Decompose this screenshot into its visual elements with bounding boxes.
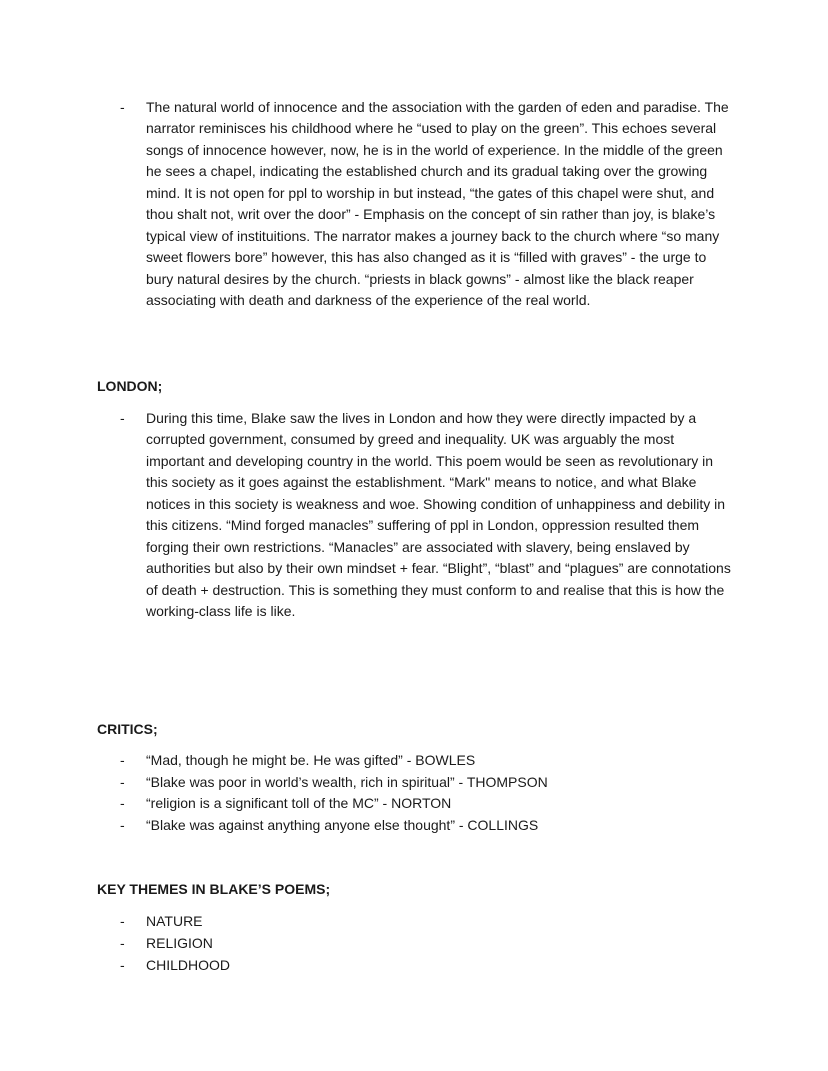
- theme-label: NATURE: [146, 913, 203, 929]
- paragraph-innocence: The natural world of innocence and the association with the garden of eden and paradise. The narrator reminisces his childhood where he “used to play on the green”. This echoes several songs of innocence however, now, he is in the world of experience. In the middle of the green he sees a chapel, indicating the established church and its gradual taking over the growing mind. It is not open for ppl to worship in but instead, “the gates of this chapel were shut, and thou shalt not, writ over the door” - Emphasis on the concept of sin rather than joy, is blake’s typical view of instituitions. The narrator makes a journey back to the church where “so many sweet flowers bore” however, this has also changed as it is “filled with graves” - the urge to bury natural desires by the church. “priests in black gowns” - almost like the black reaper associating with death and darkness of the experience of the real world.: [146, 99, 729, 309]
- theme-label: RELIGION: [146, 935, 213, 951]
- bullet-dash: -: [120, 817, 125, 833]
- bullet-dash: -: [120, 935, 125, 951]
- list-item-theme: [0, 933, 828, 955]
- bullet-dash: -: [120, 795, 125, 811]
- list-item-theme: [0, 955, 828, 977]
- bullet-dash: -: [120, 752, 125, 768]
- critic-quote: “Blake was poor in world’s wealth, rich in spiritual” - THOMPSON: [146, 774, 548, 790]
- critic-quote: “religion is a significant toll of the MC” - NORTON: [146, 795, 452, 811]
- paragraph-london: During this time, Blake saw the lives in London and how they were directly impacted by a corrupted government, consumed by greed and inequality. UK was arguably the most important and developing country in the world. This poem would be seen as revolutionary in this society as it goes against the establishment. “Mark" means to notice, and what Blake notices in this society is weakness and woe. Showing condition of unhappiness and debility in this citizens. “Mind forged manacles” suffering of ppl in London, oppression resulted them forging their own restrictions. “Manacles” are associated with slavery, being enslaved by authorities but also by their own mindset + fear. “Blight”, “blast” and “plagues” are connotations of death + destruction. This is something they must conform to and realise that this is how the working-class life is like.: [146, 410, 731, 620]
- heading-key-themes: KEY THEMES IN BLAKE’S POEMS;: [97, 881, 331, 897]
- bullet-dash: -: [120, 913, 125, 929]
- bullet-dash: -: [120, 774, 125, 790]
- theme-label: CHILDHOOD: [146, 957, 231, 973]
- list-item-critic: [0, 815, 828, 837]
- bullet-dash: -: [120, 99, 125, 115]
- heading-critics: CRITICS;: [97, 721, 158, 737]
- list-item-critic: [0, 750, 828, 772]
- list-item-critic: [0, 793, 828, 815]
- critic-quote: “Blake was against anything anyone else thought” - COLLINGS: [146, 817, 539, 833]
- bullet-dash: -: [120, 410, 125, 426]
- list-item-critic: [0, 772, 828, 794]
- bullet-dash: -: [120, 957, 125, 973]
- heading-london: LONDON;: [97, 378, 163, 394]
- list-item-theme: [0, 911, 828, 933]
- critic-quote: “Mad, though he might be. He was gifted” - BOWLES: [146, 752, 476, 768]
